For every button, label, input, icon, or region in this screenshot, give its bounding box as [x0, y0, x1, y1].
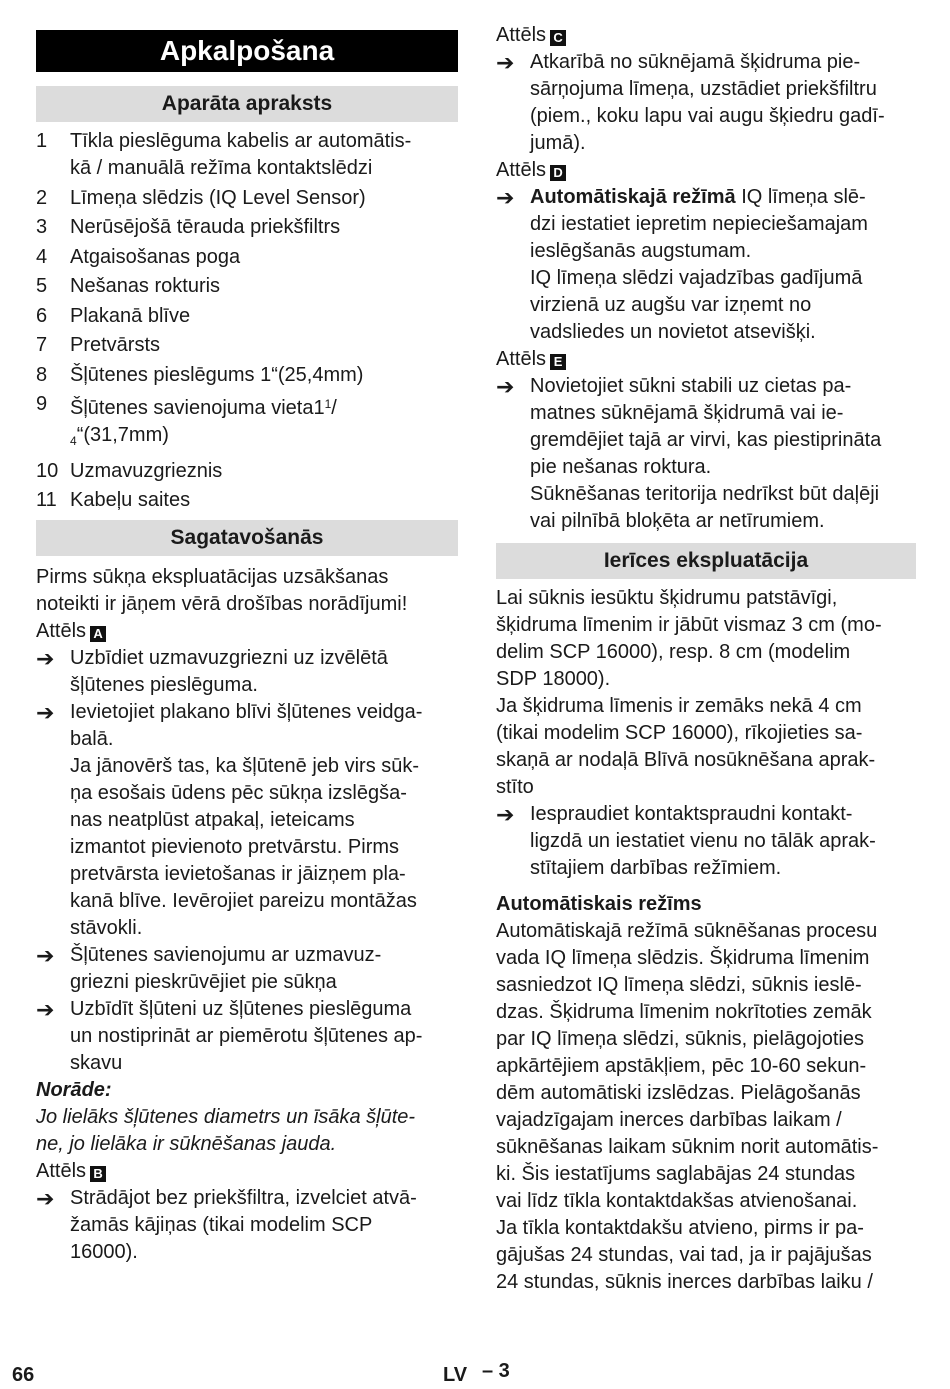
list-item: 8 Šļūtenes pieslēgums 1“(25,4mm) [36, 363, 364, 386]
arrow-icon: ➔ [496, 50, 515, 75]
parts-list [36, 128, 458, 514]
figure-ref-e: Attēls E [496, 346, 916, 373]
list-item: 2 Līmeņa slēdzis (IQ Level Sensor) [36, 186, 366, 209]
figure-letter-icon: E [550, 354, 566, 370]
paragraph: Automātiskajā režīmā sūknēšanas procesu vada IQ līmeņa slēdzis. Šķidruma līmenim sasniedzot IQ līmeņa slēdzi, sūknis ieslē- dzas. Šķidruma līmenim nokrītoties zemāk par IQ līmeņa slēdzi, sūknis, pielāgojoties apkārtējiem apstākļiem, pēc 10-60 sekun- dēm automātiski izslēdzas. Pielāgošanās vajadzīgajam inerces darbības laikam / sūknēšanas laikam sūknim norit automātis- ki. Šis iestatījums saglabājas 24 stundas vai līdz tīkla kontaktdakšas atvienošanai. Ja tīkla kontaktdakšu atvieno, pirms ir pa- gājušas 24 stundas, vai tad, ja ir pajājušas 24 stundas, sūknis inerces darbības laiku / [496, 920, 879, 1293]
arrow-icon: ➔ [36, 997, 55, 1022]
arrow-icon: ➔ [36, 700, 55, 725]
instruction-item: ➔ Novietojiet sūkni stabili uz cietas pa- matnes sūknējamā šķidrumā vai ie- gremdējiet tajā ar virvi, kas piestiprināta pie nešanas roktura. [496, 373, 916, 481]
arrow-icon: ➔ [36, 646, 55, 671]
instruction-continuation: Ja jānovērš tas, ka šļūtenē jeb virs sūk- ņa esošais ūdens pēc sūkņa izslēgša- nas neatplūst atpakaļ, ieteicams izmantot pievienoto pretvārstu. Pirms pretvārsta ievietošanas ir jāizņem pla- kanā blīve. Ievērojiet pareizu montāžas stāvokli. [70, 755, 420, 939]
figure-ref-c: Attēls C [496, 22, 916, 49]
list-item: 1 Tīkla pieslēguma kabelis ar automātis- kā / manuālā režīma kontaktslēdzi [36, 130, 412, 179]
list-item: 9 Šļūtenes savienojuma $vieta1^1/$ $_4$“(31,7mm) [36, 393, 337, 448]
list-item: 3 Nerūsējošā tērauda priekšfiltrs [36, 216, 341, 238]
arrow-icon: ➔ [36, 943, 55, 968]
intro-paragraph: Pirms sūkņa ekspluatācijas uzsākšanas noteikti ir jāņem vērā drošības norādījumi! [36, 566, 408, 615]
figure-ref-b: Attēls B [36, 1158, 458, 1185]
instruction-item: ➔ Uzbīdiet uzmavuzgriezni uz izvēlētā šļūtenes pieslēguma. [36, 645, 458, 699]
figure-ref-d: Attēls D [496, 157, 916, 184]
instruction-item: ➔ Šļūtenes savienojumu ar uzmavuz- griezni pieskrūvējiet pie sūkņa [36, 942, 458, 996]
arrow-icon: ➔ [496, 802, 515, 827]
page-title: Apkalpošana [36, 30, 458, 72]
instruction-item: ➔ Atkarībā no sūknējamā šķidruma pie- sārņojuma līmeņa, uzstādiet priekšfiltru (piem., koku lapu vai augu šķiedru gadī- jumā). [496, 49, 916, 157]
figure-letter-icon: A [90, 626, 106, 642]
instruction-item: ➔ Automātiskajā režīmā IQ līmeņa slē- dzi iestatiet iepretim nepieciešamajam ieslēgšanās augstumam. [496, 184, 916, 265]
right-column [496, 22, 916, 1296]
arrow-icon: ➔ [36, 1186, 55, 1211]
arrow-icon: ➔ [496, 374, 515, 399]
note-text: Jo lielāks šļūtenes diametrs un īsāka šļūte- ne, jo lielāka ir sūknēšanas jauda. [36, 1106, 416, 1155]
instruction-item: ➔ Iespraudiet kontaktspraudni kontakt- ligzdā un iestatiet vienu no tālāk aprak- stītajiem darbības režīmiem. [496, 801, 916, 882]
section-heading-preparation: Sagatavošanās [36, 520, 458, 556]
figure-letter-icon: B [90, 1166, 106, 1182]
instruction-continuation: Sūknēšanas teritorija nedrīkst būt daļēji vai pilnībā bloķēta ar netīrumiem. [530, 483, 880, 532]
left-column [36, 22, 458, 1266]
figure-letter-icon: D [550, 165, 566, 181]
subsection-heading-auto-mode: Automātiskais režīms [496, 893, 702, 915]
instruction-item: ➔ Uzbīdīt šļūteni uz šļūtenes pieslēguma un nostiprināt ar piemērotu šļūtenes ap- skavu [36, 996, 458, 1077]
section-page-number: – 3 [482, 1360, 510, 1382]
section-heading-description: Aparāta apraksts [36, 86, 458, 122]
list-item: 5 Nešanas rokturis [36, 275, 221, 297]
paragraph: Lai sūknis iesūktu šķidrumu patstāvīgi, šķidruma līmenim ir jābūt vismaz 3 cm (mo- delim SCP 16000), resp. 8 cm (modelim SDP 18000). [496, 587, 882, 690]
arrow-icon: ➔ [496, 185, 515, 210]
section-heading-operation: Ierīces ekspluatācija [496, 543, 916, 579]
page-number: 66 [12, 1364, 35, 1386]
figure-ref-a: Attēls A [36, 618, 458, 645]
paragraph: Ja šķidruma līmenis ir zemāks nekā 4 cm (tikai modelim SCP 16000), rīkojieties sa- skaņā ar nodaļā Blīvā nosūknēšana aprak- stīto [496, 695, 876, 798]
list-item: 10 Uzmavuzgrieznis [36, 459, 223, 482]
list-item: 11 Kabeļu saites [36, 489, 191, 511]
language-code: LV [443, 1364, 468, 1386]
list-item: 7 Pretvārsts [36, 334, 161, 356]
instruction-item: ➔ Ievietojiet plakano blīvi šļūtenes veidga- balā. [36, 699, 458, 753]
figure-letter-icon: C [550, 30, 566, 46]
note-title: Norāde: [36, 1079, 112, 1101]
list-item: 6 Plakanā blīve [36, 304, 191, 327]
instruction-item: ➔ Strādājot bez priekšfiltra, izvelciet atvā- žamās kājiņas (tikai modelim SCP 16000). [36, 1185, 458, 1266]
list-item: 4 Atgaisošanas poga [36, 245, 241, 268]
instruction-continuation: IQ līmeņa slēdzi vajadzības gadījumā virzienā uz augšu var izņemt no vadsliedes un novietot atsevišķi. [530, 267, 863, 343]
